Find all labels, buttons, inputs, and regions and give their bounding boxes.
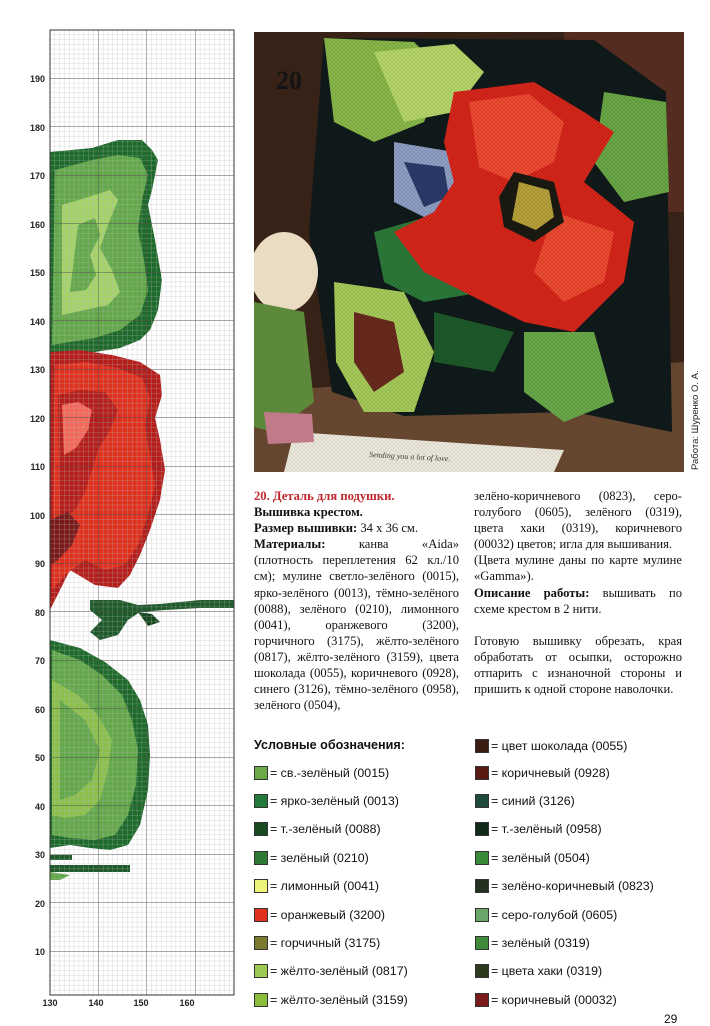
legend-label: = лимонный (0041) xyxy=(270,879,380,893)
color-swatch xyxy=(254,851,268,865)
legend-item xyxy=(475,907,617,923)
legend-label: = цвет шоколада (0055) xyxy=(491,739,628,753)
materials-continued: зелёно-коричневого (0823), серо-голубого (0605), зелёного (0319), цвета хаки (0319), коричневого (00032) цветов; игла для вышивания. xyxy=(474,489,682,552)
y-tick-label: 60 xyxy=(34,705,45,715)
legend-title: Условные обозначения: xyxy=(254,738,405,752)
photo-credit: Работа: Шуренко О. А. xyxy=(690,370,701,470)
x-tick-label: 130 xyxy=(42,998,58,1008)
article-subtitle: Вышивка крестом. xyxy=(254,505,363,520)
legend-item xyxy=(254,935,380,951)
color-swatch xyxy=(254,822,268,836)
y-tick-label: 160 xyxy=(29,220,45,230)
size-value: 34 х 36 см. xyxy=(357,521,419,536)
x-tick-label: 140 xyxy=(88,998,104,1008)
cross-stitch-chart xyxy=(0,0,250,1024)
pillow-photo xyxy=(254,32,684,472)
y-tick-label: 100 xyxy=(29,511,45,521)
legend-item xyxy=(475,821,602,837)
color-swatch xyxy=(254,908,268,922)
color-swatch xyxy=(254,766,268,780)
materials-label: Материалы: xyxy=(254,537,326,552)
legend-label: = коричневый (0928) xyxy=(491,766,610,780)
article-column-right xyxy=(474,488,682,697)
legend-label: = горчичный (3175) xyxy=(270,936,381,950)
legend-label: = т.-зелёный (0088) xyxy=(270,822,381,836)
color-swatch xyxy=(254,794,268,808)
legend-label: = т.-зелёный (0958) xyxy=(491,822,602,836)
materials-paragraph xyxy=(254,536,459,713)
color-swatch xyxy=(475,993,489,1007)
legend-item xyxy=(475,992,617,1008)
legend-label: = жёлто-зелёный (3159) xyxy=(270,993,408,1007)
legend-item xyxy=(254,765,389,781)
materials-text: канва «Aida» (плотность переплетения 62 кл./10 см); мулине светло-зелёного (0015), ярко-зелёного (0013), тёмно-зелёного (0088), зелёного (0210), лимонного (0041), оранжевого (3200), горчичного (3175), жёлто-зелёного (0817), жёлто-зелёного (3159), цвета шоколада (0055), коричневого (0928), синего (3126), тёмно-зелёного (0958), зелёного (0504), xyxy=(254,537,459,713)
legend-item xyxy=(475,850,590,866)
y-tick-label: 70 xyxy=(34,656,45,666)
legend-item xyxy=(475,878,654,894)
legend-item xyxy=(254,793,399,809)
gamma-note: (Цвета мулине даны по карте мулине «Gamma»). xyxy=(474,553,682,584)
legend-label: = синий (3126) xyxy=(491,794,575,808)
legend-item xyxy=(254,992,408,1008)
article-column-left xyxy=(254,488,459,713)
color-swatch xyxy=(475,879,489,893)
x-tick-label: 160 xyxy=(179,998,195,1008)
color-swatch xyxy=(475,794,489,808)
work-paragraph xyxy=(474,585,682,617)
article-title: 20. Деталь для подушки. xyxy=(254,489,395,503)
color-swatch xyxy=(475,936,489,950)
legend-label: = жёлто-зелёный (0817) xyxy=(270,964,408,978)
color-swatch xyxy=(475,851,489,865)
legend-item xyxy=(475,738,627,754)
legend-label: = св.-зелёный (0015) xyxy=(270,766,390,780)
y-tick-label: 50 xyxy=(34,753,45,763)
photo-number: 20 xyxy=(276,66,302,95)
y-tick-label: 190 xyxy=(29,74,45,84)
color-swatch xyxy=(254,879,268,893)
legend-item xyxy=(475,963,602,979)
legend-label: = ярко-зелёный (0013) xyxy=(270,794,399,808)
y-tick-label: 180 xyxy=(29,123,45,133)
y-tick-label: 40 xyxy=(34,802,45,812)
page-number: 29 xyxy=(664,1012,678,1026)
legend-label: = цвета хаки (0319) xyxy=(491,964,603,978)
y-tick-label: 10 xyxy=(34,947,45,957)
legend-item xyxy=(254,850,369,866)
work-label: Описание работы: xyxy=(474,585,590,600)
y-tick-label: 110 xyxy=(30,462,45,472)
work-text: вышивать по схеме крестом в 2 нити. xyxy=(474,585,682,616)
size-paragraph xyxy=(254,520,459,536)
legend-label: = оранжевый (3200) xyxy=(270,908,386,922)
y-tick-label: 140 xyxy=(29,317,45,327)
legend-label: = зелёный (0319) xyxy=(491,936,590,950)
y-tick-label: 30 xyxy=(34,850,45,860)
color-swatch xyxy=(475,964,489,978)
color-swatch xyxy=(475,822,489,836)
legend-item xyxy=(475,935,590,951)
legend-label: = зелёный (0210) xyxy=(270,851,369,865)
color-swatch xyxy=(475,766,489,780)
y-tick-label: 150 xyxy=(29,268,45,278)
color-swatch xyxy=(475,908,489,922)
finish-paragraph: Готовую вышивку обрезать, края обработать от осыпки, осторожно отпарить с изнаночной стороны и пришить к одной стороне наволочки. xyxy=(474,633,682,697)
size-label: Размер вышивки: xyxy=(254,521,358,536)
y-tick-label: 170 xyxy=(29,171,45,181)
y-tick-label: 120 xyxy=(29,414,45,424)
legend-item xyxy=(254,907,385,923)
legend-item xyxy=(254,821,381,837)
x-tick-label: 150 xyxy=(133,998,149,1008)
legend-label: = зелёный (0504) xyxy=(491,851,590,865)
y-tick-label: 130 xyxy=(29,365,45,375)
color-swatch xyxy=(254,993,268,1007)
color-swatch xyxy=(475,739,489,753)
legend-item xyxy=(254,878,379,894)
legend-label: = коричневый (00032) xyxy=(491,993,617,1007)
legend-label: = зелёно-коричневый (0823) xyxy=(491,879,654,893)
legend-label: = серо-голубой (0605) xyxy=(491,908,618,922)
y-tick-label: 80 xyxy=(34,608,45,618)
color-swatch xyxy=(254,964,268,978)
legend-item xyxy=(254,963,408,979)
y-tick-label: 20 xyxy=(34,899,45,909)
color-swatch xyxy=(254,936,268,950)
legend-item xyxy=(475,793,575,809)
y-tick-label: 90 xyxy=(34,559,45,569)
legend-item xyxy=(475,765,610,781)
